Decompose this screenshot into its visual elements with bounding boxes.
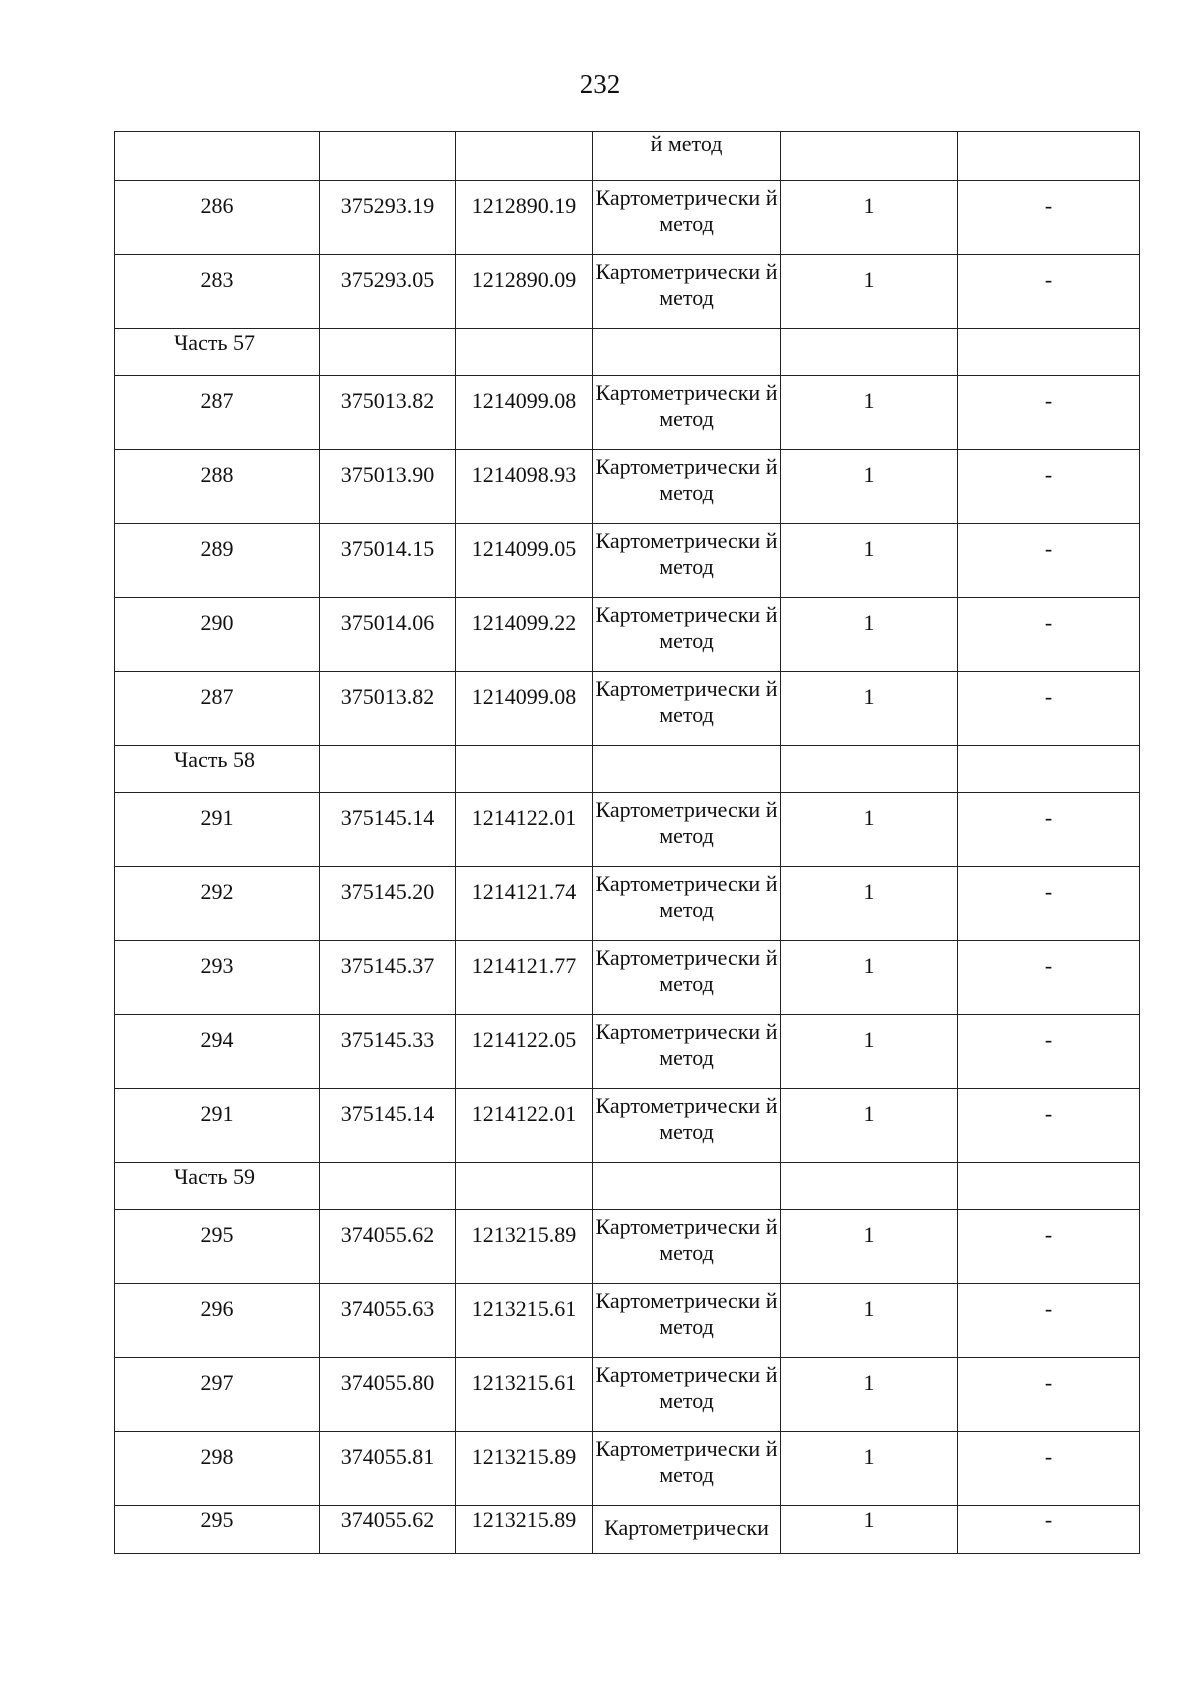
x-coordinate-cell [320,376,456,450]
y-coordinate-cell [456,867,593,941]
accuracy-cell [781,132,958,181]
method-text: Картометрически й метод [595,945,778,996]
x-coordinate: 375145.37 [340,953,435,978]
x-coordinate: 375293.05 [340,267,435,292]
y-coordinate-cell [456,1432,593,1506]
description-value: - [1044,610,1053,635]
accuracy-value: 1 [863,1296,875,1321]
point-number-cell [115,181,320,255]
x-coordinate-cell [320,1358,456,1432]
point-number: 290 [200,610,234,635]
description-cell [958,1015,1140,1089]
description-cell [958,1432,1140,1506]
point-number: 288 [200,462,234,487]
description-value: - [1044,1222,1053,1247]
method-cell [593,450,781,524]
empty-cell [781,746,958,793]
method-cell [593,524,781,598]
point-number-cell [115,450,320,524]
description-cell [958,1210,1140,1284]
empty-cell [958,746,1140,793]
description-cell [958,793,1140,867]
point-number: 292 [200,879,234,904]
table-row [115,1089,1140,1163]
table-row [115,524,1140,598]
method-cell [593,941,781,1015]
point-number: 287 [200,388,234,413]
table-row [115,1210,1140,1284]
accuracy-cell [781,1506,958,1554]
accuracy-value: 1 [863,1101,875,1126]
y-coordinate: 1212890.09 [471,267,577,292]
y-coordinate-cell [456,598,593,672]
empty-cell [456,746,593,793]
description-cell [958,376,1140,450]
x-coordinate: 375145.14 [340,805,435,830]
accuracy-cell [781,793,958,867]
accuracy-cell [781,1210,958,1284]
method-text: Картометрически й метод [595,602,778,653]
x-coordinate-cell [320,181,456,255]
y-coordinate-cell [456,132,593,181]
description-cell [958,867,1140,941]
description-cell [958,1506,1140,1554]
point-number-cell [115,1432,320,1506]
description-value: - [1044,805,1053,830]
description-value: - [1044,193,1053,218]
description-cell [958,598,1140,672]
description-cell [958,181,1140,255]
table-row [115,1506,1140,1554]
method-cell [593,255,781,329]
point-number: 293 [200,953,234,978]
method-cell [593,1506,781,1554]
empty-cell [456,1163,593,1210]
point-number-cell [115,1089,320,1163]
empty-cell [320,1163,456,1210]
table-row [115,793,1140,867]
table-row [115,1358,1140,1432]
accuracy-value: 1 [863,805,875,830]
table-row [115,1015,1140,1089]
method-text: Картометрически й метод [595,1214,778,1265]
point-number: 294 [200,1027,234,1052]
x-coordinate-cell [320,255,456,329]
accuracy-cell [781,941,958,1015]
y-coordinate: 1214099.08 [471,684,577,709]
accuracy-cell [781,376,958,450]
x-coordinate-cell [320,132,456,181]
method-text: Картометрически й метод [595,1436,778,1487]
x-coordinate-cell [320,1015,456,1089]
x-coordinate: 375013.82 [340,388,435,413]
part-label-cell [115,746,320,793]
point-number-cell [115,867,320,941]
point-number: 287 [200,684,234,709]
point-number-cell [115,598,320,672]
coordinates-table-body [115,132,1140,1554]
point-number-cell [115,1358,320,1432]
point-number: 291 [200,1101,234,1126]
point-number-cell [115,255,320,329]
description-value: - [1044,1444,1053,1469]
y-coordinate: 1213215.61 [471,1296,577,1321]
description-value: - [1044,684,1053,709]
part-header-row [115,1163,1140,1210]
empty-cell [781,1163,958,1210]
accuracy-value: 1 [863,684,875,709]
x-coordinate: 375013.90 [340,462,435,487]
part-label-cell [115,1163,320,1210]
empty-cell [456,329,593,376]
point-number-cell [115,672,320,746]
point-number-cell [115,1506,320,1554]
method-text: Картометрически й метод [595,871,778,922]
accuracy-value: 1 [863,536,875,561]
description-cell [958,941,1140,1015]
x-coordinate-cell [320,793,456,867]
y-coordinate-cell [456,1284,593,1358]
y-coordinate: 1214099.22 [471,610,577,635]
accuracy-cell [781,1089,958,1163]
y-coordinate-cell [456,1358,593,1432]
x-coordinate: 375293.19 [340,193,435,218]
y-coordinate-cell [456,255,593,329]
method-cell [593,132,781,181]
point-number: 286 [200,193,234,218]
point-number: 283 [200,267,234,292]
y-coordinate: 1214121.77 [471,953,577,978]
accuracy-value: 1 [863,1370,875,1395]
empty-cell [781,329,958,376]
x-coordinate-cell [320,1506,456,1554]
y-coordinate: 1213215.89 [471,1444,577,1469]
point-number-cell [115,1015,320,1089]
coordinates-table [114,131,1140,1554]
x-coordinate-cell [320,941,456,1015]
x-coordinate: 375014.06 [340,610,435,635]
description-value: - [1044,388,1053,413]
empty-cell [593,329,781,376]
method-cell [593,672,781,746]
method-cell [593,793,781,867]
part-label: Часть 57 [174,330,255,355]
y-coordinate: 1214098.93 [471,462,577,487]
continued-row [115,132,1140,181]
description-value: - [1044,1370,1053,1395]
accuracy-cell [781,1015,958,1089]
empty-cell [593,1163,781,1210]
x-coordinate-cell [320,450,456,524]
accuracy-value: 1 [863,1222,875,1247]
description-cell [958,450,1140,524]
description-value: - [1044,1027,1053,1052]
empty-cell [593,746,781,793]
point-number: 291 [200,805,234,830]
method-text: Картометрически й метод [595,1019,778,1070]
x-coordinate-cell [320,598,456,672]
accuracy-cell [781,598,958,672]
point-number-cell [115,376,320,450]
table-row [115,255,1140,329]
accuracy-value: 1 [863,953,875,978]
table-row [115,672,1140,746]
table-row [115,376,1140,450]
y-coordinate-cell [456,672,593,746]
method-cell [593,867,781,941]
y-coordinate-cell [456,524,593,598]
method-cell [593,1432,781,1506]
x-coordinate: 375145.20 [340,879,435,904]
x-coordinate-cell [320,867,456,941]
accuracy-cell [781,1284,958,1358]
point-number: 295 [200,1507,234,1532]
method-cell [593,1358,781,1432]
x-coordinate: 375145.14 [340,1101,435,1126]
point-number-cell [115,524,320,598]
y-coordinate-cell [456,793,593,867]
point-number: 298 [200,1444,234,1469]
y-coordinate-cell [456,376,593,450]
point-number: 297 [200,1370,234,1395]
empty-cell [958,1163,1140,1210]
accuracy-value: 1 [863,388,875,413]
description-value: - [1044,953,1053,978]
part-label: Часть 59 [174,1164,255,1189]
accuracy-value: 1 [863,462,875,487]
method-text: Картометрически й метод [595,259,778,310]
description-value: - [1044,267,1053,292]
part-label-cell [115,329,320,376]
table-row [115,867,1140,941]
part-label: Часть 58 [174,747,255,772]
description-cell [958,1358,1140,1432]
method-cell [593,1015,781,1089]
description-value: - [1044,879,1053,904]
accuracy-cell [781,524,958,598]
x-coordinate: 374055.81 [340,1444,435,1469]
x-coordinate-cell [320,1432,456,1506]
y-coordinate-cell [456,1015,593,1089]
accuracy-value: 1 [863,193,875,218]
x-coordinate-cell [320,1284,456,1358]
x-coordinate: 375145.33 [340,1027,435,1052]
accuracy-cell [781,450,958,524]
method-text: Картометрически й метод [595,676,778,727]
y-coordinate-cell [456,941,593,1015]
accuracy-cell [781,1358,958,1432]
accuracy-cell [781,255,958,329]
method-text: Картометрически й метод [595,380,778,431]
method-text: Картометрически й метод [595,1288,778,1339]
method-text: й метод [650,131,723,156]
point-number-cell [115,132,320,181]
y-coordinate: 1214099.08 [471,388,577,413]
y-coordinate-cell [456,1089,593,1163]
table-row [115,598,1140,672]
method-text: Картометрически й метод [595,1093,778,1144]
y-coordinate-cell [456,1210,593,1284]
description-cell [958,524,1140,598]
table-row [115,450,1140,524]
table-row [115,1284,1140,1358]
y-coordinate: 1214121.74 [471,879,577,904]
accuracy-value: 1 [863,879,875,904]
empty-cell [320,746,456,793]
method-text: Картометрически [604,1515,769,1540]
accuracy-cell [781,867,958,941]
part-header-row [115,329,1140,376]
method-cell [593,1089,781,1163]
method-cell [593,1284,781,1358]
y-coordinate: 1213215.89 [471,1222,577,1247]
y-coordinate: 1214122.01 [471,805,577,830]
method-cell [593,598,781,672]
accuracy-value: 1 [863,1027,875,1052]
page-number: 232 [579,69,621,99]
y-coordinate-cell [456,1506,593,1554]
accuracy-cell [781,181,958,255]
method-text: Картометрически й метод [595,454,778,505]
accuracy-cell [781,1432,958,1506]
x-coordinate: 374055.62 [340,1222,435,1247]
y-coordinate: 1214099.05 [471,536,577,561]
description-cell [958,132,1140,181]
accuracy-cell [781,672,958,746]
y-coordinate: 1214122.01 [471,1101,577,1126]
description-value: - [1044,1507,1053,1532]
method-text: Картометрически й метод [595,797,778,848]
x-coordinate-cell [320,1089,456,1163]
method-cell [593,1210,781,1284]
table-row [115,181,1140,255]
point-number: 295 [200,1222,234,1247]
point-number-cell [115,1210,320,1284]
point-number-cell [115,793,320,867]
x-coordinate-cell [320,524,456,598]
method-cell [593,181,781,255]
x-coordinate-cell [320,672,456,746]
description-value: - [1044,536,1053,561]
x-coordinate: 375014.15 [340,536,435,561]
y-coordinate-cell [456,181,593,255]
description-value: - [1044,1101,1053,1126]
empty-cell [958,329,1140,376]
description-cell [958,1089,1140,1163]
description-cell [958,255,1140,329]
description-cell [958,672,1140,746]
table-row [115,1432,1140,1506]
description-value: - [1044,1296,1053,1321]
method-text: Картометрически й метод [595,185,778,236]
point-number-cell [115,941,320,1015]
point-number: 289 [200,536,234,561]
description-cell [958,1284,1140,1358]
x-coordinate: 374055.80 [340,1370,435,1395]
y-coordinate: 1212890.19 [471,193,577,218]
part-header-row [115,746,1140,793]
method-cell [593,376,781,450]
x-coordinate: 374055.62 [340,1507,435,1532]
point-number-cell [115,1284,320,1358]
accuracy-value: 1 [863,610,875,635]
method-text: Картометрически й метод [595,1362,778,1413]
empty-cell [320,329,456,376]
description-value: - [1044,462,1053,487]
y-coordinate-cell [456,450,593,524]
y-coordinate: 1213215.61 [471,1370,577,1395]
x-coordinate: 375013.82 [340,684,435,709]
y-coordinate: 1214122.05 [471,1027,577,1052]
table-row [115,941,1140,1015]
point-number: 296 [200,1296,234,1321]
y-coordinate: 1213215.89 [471,1507,577,1532]
accuracy-value: 1 [863,1507,875,1532]
accuracy-value: 1 [863,267,875,292]
x-coordinate-cell [320,1210,456,1284]
x-coordinate: 374055.63 [340,1296,435,1321]
method-text: Картометрически й метод [595,528,778,579]
accuracy-value: 1 [863,1444,875,1469]
